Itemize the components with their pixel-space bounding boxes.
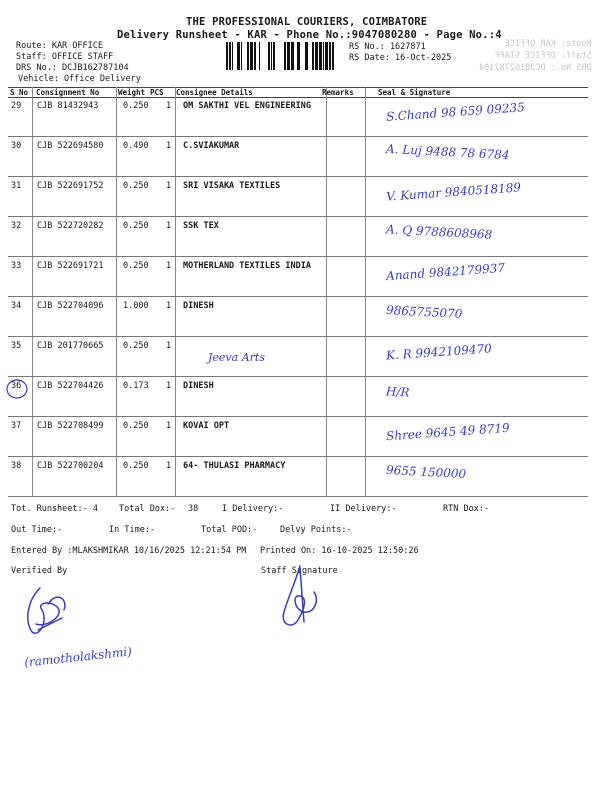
printed-on: Printed On: 16-10-2025 12:50:26 (260, 546, 419, 556)
row-consignment: CJB 522691752 (37, 181, 104, 191)
row-weight: 0.250 (123, 101, 149, 111)
barcode-bar (315, 42, 318, 70)
total-dox-value: 38 (188, 504, 199, 514)
route-label: Route: KAR OFFICE (16, 41, 103, 51)
barcode-bar (273, 42, 275, 70)
row-sno: 29 (11, 101, 22, 111)
total-dox-label: Total Dox:- (119, 504, 176, 514)
barcode-bar (259, 42, 260, 70)
row-consignment: CJB 522694580 (37, 141, 104, 151)
col-header-sno: S No (10, 88, 29, 97)
row-signature: Anand 9842179937 (385, 260, 506, 284)
row-consignee: DINESH (183, 381, 214, 391)
row-sno: 37 (11, 421, 22, 431)
col-header-weight: Weight (118, 88, 146, 97)
table-row (8, 417, 588, 457)
barcode-bar (291, 42, 294, 70)
col-header-consignment: Consignment No (36, 88, 100, 97)
row-weight: 0.250 (123, 181, 149, 191)
row-pcs: 1 (166, 341, 172, 351)
rtn-dox: RTN Dox:- (443, 504, 490, 514)
row-weight: 0.250 (123, 221, 149, 231)
row-sno: 35 (11, 341, 22, 351)
row-divider (8, 496, 588, 497)
row-pcs: 1 (166, 181, 172, 191)
row-pcs: 1 (166, 221, 172, 231)
barcode (226, 42, 344, 70)
row-weight: 0.250 (123, 421, 149, 431)
barcode-bar (232, 42, 233, 70)
row-sno: 38 (11, 461, 22, 471)
verified-by: Verified By (11, 566, 68, 576)
out-time: Out Time:- (11, 525, 63, 535)
row-pcs: 1 (166, 421, 172, 431)
row-consignment: CJB 81432943 (37, 101, 99, 111)
in-time: In Time:- (109, 525, 156, 535)
row-signature: Shree 9645 49 8719 (385, 420, 511, 444)
row-pcs: 1 (166, 141, 172, 151)
row-pcs: 1 (166, 261, 172, 271)
row-consignment: CJB 522691721 (37, 261, 104, 271)
table-row (8, 97, 588, 137)
barcode-bar (329, 42, 331, 70)
i-delivery: I Delivery:- (222, 504, 284, 514)
row-weight: 0.250 (123, 261, 149, 271)
entered-by: Entered By :MLAKSHMIKAR 10/16/2025 12:21:54 PM (11, 546, 247, 556)
row-signature: S.Chand 98 659 09235 (385, 100, 526, 124)
row-sno: 31 (11, 181, 22, 191)
row-signature: V. Kumar 9840518189 (385, 180, 522, 204)
row-weight: 0.250 (123, 341, 149, 351)
row-signature: 9655 150000 (385, 462, 467, 482)
table-row (8, 137, 588, 177)
col-header-pcs: PCS (150, 88, 164, 97)
row-consignee: DINESH (183, 301, 214, 311)
row-sno: 32 (11, 221, 22, 231)
row-sno: 33 (11, 261, 22, 271)
row-consignee: KOVAI OPT (183, 421, 230, 431)
row-sno: 34 (11, 301, 22, 311)
barcode-bar (325, 42, 328, 70)
company-title: THE PROFESSIONAL COURIERS, COIMBATORE (186, 16, 428, 28)
row-consignment: CJB 522700204 (37, 461, 104, 471)
row-consignee: OM SAKTHI VEL ENGINEERING (183, 101, 311, 111)
barcode-bar (287, 42, 290, 70)
barcode-bar (237, 42, 240, 70)
row-weight: 1.000 (123, 301, 149, 311)
row-signature: 9865755070 (385, 303, 463, 321)
tot-runsheet: Tot. Runsheet:- 4 (11, 504, 98, 514)
barcode-bar (323, 42, 324, 70)
rs-number: RS No.: 1627871 (349, 42, 426, 52)
table-row (8, 377, 588, 417)
row-signature: K. R 9942109470 (385, 341, 493, 363)
row-pcs: 1 (166, 101, 172, 111)
vehicle-label: Vehicle: Office Delivery (18, 74, 141, 84)
table-row (8, 457, 588, 497)
table-row (8, 177, 588, 217)
runsheet-table (8, 87, 588, 498)
row-consignment: CJB 522720282 (37, 221, 104, 231)
row-consignment: CJB 522704096 (37, 301, 104, 311)
barcode-bar (241, 42, 242, 70)
barcode-bar (226, 42, 228, 70)
row-consignee: MOTHERLAND TEXTILES INDIA (183, 261, 311, 271)
ii-delivery: II Delivery:- (330, 504, 397, 514)
row-consignee: SRI VISAKA TEXTILES (183, 181, 281, 191)
col-header-remarks: Remarks (322, 88, 354, 97)
col-header-signature: Seal & Signature (378, 88, 451, 97)
barcode-bar (332, 42, 334, 70)
barcode-bar (268, 42, 270, 70)
row-sno: 36 (11, 381, 22, 391)
row-consignee: SSK TEX (183, 221, 219, 231)
row-pcs: 1 (166, 301, 172, 311)
staff-signature (270, 560, 330, 632)
row-sno: 30 (11, 141, 22, 151)
barcode-bar (305, 42, 308, 70)
row-consignment: CJB 201770665 (37, 341, 104, 351)
row-handwritten-note: Jeeva Arts (208, 351, 265, 364)
barcode-bar (229, 42, 231, 70)
barcode-bar (312, 42, 314, 70)
barcode-bar (254, 42, 256, 70)
row-pcs: 1 (166, 461, 172, 471)
barcode-bar (250, 42, 253, 70)
row-weight: 0.173 (123, 381, 149, 391)
bleed-line: DRS No.: DCJB162787104 (479, 63, 592, 73)
barcode-bar (284, 42, 286, 70)
verifier-handwriting: (ramotholakshmi) (23, 644, 133, 670)
delvy-points: Delvy Points:- (280, 525, 352, 535)
total-pod: Total POD:- (201, 525, 258, 535)
table-row (8, 257, 588, 297)
table-row (8, 337, 588, 377)
row-pcs: 1 (166, 381, 172, 391)
row-signature: A. Q 9788608968 (385, 222, 493, 242)
row-weight: 0.490 (123, 141, 149, 151)
barcode-bar (297, 42, 300, 70)
row-signature: A. Luj 9488 78 6784 (385, 141, 510, 163)
row-consignee: 64- THULASI PHARMACY (183, 461, 286, 471)
verifier-signature (18, 580, 78, 642)
staff-label: Staff: OFFICE STAFF (16, 52, 114, 62)
table-row (8, 217, 588, 257)
barcode-bar (247, 42, 249, 70)
bleed-through-text (479, 38, 592, 74)
row-consignee: C.SVIAKUMAR (183, 141, 240, 151)
runsheet-subtitle: Delivery Runsheet - KAR - Phone No.:9047080280 - Page No.:4 (117, 29, 502, 41)
row-weight: 0.250 (123, 461, 149, 471)
staff-signature-label: Staff Signature (261, 566, 338, 576)
col-header-consignee: Consignee Details (176, 88, 253, 97)
drs-label: DRS No.: DCJB162787104 (16, 63, 129, 73)
table-row (8, 297, 588, 337)
row-consignment: CJB 522704426 (37, 381, 104, 391)
barcode-bar (319, 42, 322, 70)
row-consignment: CJB 522708499 (37, 421, 104, 431)
rs-date: RS Date: 16-Oct-2025 (349, 53, 452, 63)
bleed-line: Staff: OFFICE STAFF (494, 51, 592, 61)
bleed-line: Route: KAR OFFICE (505, 39, 592, 49)
barcode-bar (271, 42, 272, 70)
circle-mark (4, 376, 30, 402)
row-signature: H/R (385, 384, 410, 400)
